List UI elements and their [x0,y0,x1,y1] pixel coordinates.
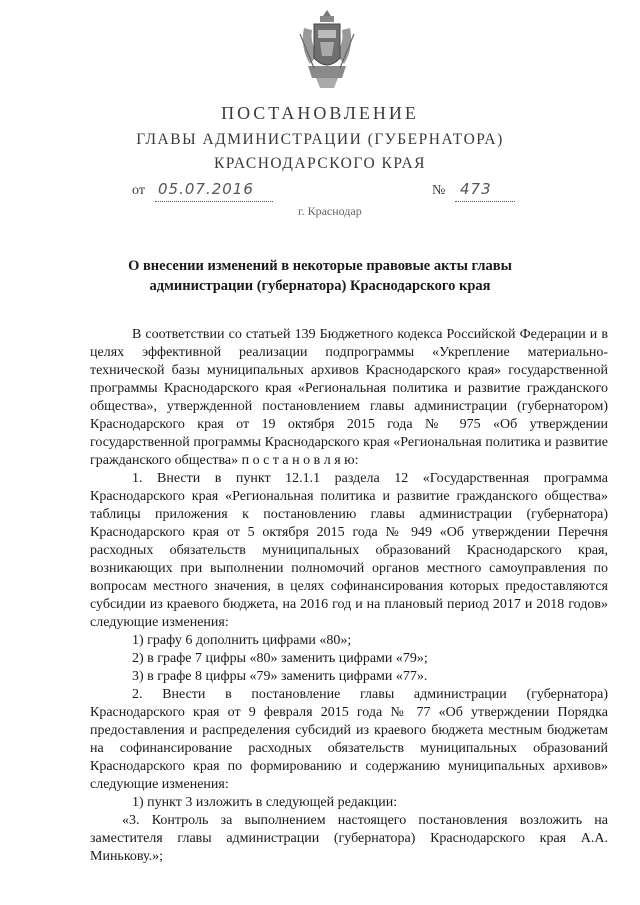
paragraph-preamble: В соответствии со статьей 139 Бюджетного кодекса Российской Федерации и в целях эффективной реализации подпрограммы «Укрепление материально-технической базы муниципальных архивов Краснодарского края» государственной программы Краснодарского края «Региональная политика и развитие гражданского общества», утвержденной постановлением главы администрации (губернатором) Краснодарского края от 19 октября 2015 года № 975 «Об утверждении государственной программы Краснодарского края «Региональная политика и развитие гражданского общества» п о с т а н о в л я ю: [90,327,608,468]
paragraph-subitem-2-1: 1) пункт 3 изложить в следующей редакции: [132,795,398,810]
date-underline [155,201,273,202]
number-prefix: № [432,183,446,198]
heading-line-1: О внесении изменений в некоторые правовые акты главы [128,258,512,274]
document-title: ПОСТАНОВЛЕНИЕ [221,103,419,123]
document-heading [90,256,550,296]
document-body [90,326,608,866]
paragraph-subitem-2: 2) в графе 7 цифры «80» заменить цифрами «79»; [132,651,428,666]
issuer-line-2: КРАСНОДАРСКОГО КРАЯ [213,155,427,172]
date-prefix: от [132,183,145,198]
coat-of-arms-emblem [296,8,358,92]
number-underline [455,201,515,202]
paragraph-subitem-3: 3) в графе 8 цифры «79» заменить цифрами «77». [132,669,428,684]
number-value: 473 [460,180,492,198]
paragraph-subitem-1: 1) графу 6 дополнить цифрами «80»; [132,633,352,648]
date-value: 05.07.2016 [158,180,254,198]
issuer-line-1: ГЛАВЫ АДМИНИСТРАЦИИ (ГУБЕРНАТОРА) [136,131,504,148]
city-label: г. Краснодар [298,204,362,218]
heading-line-2: администрации (губернатора) Краснодарского края [149,278,491,294]
paragraph-quote: «3. Контроль за выполнением настоящего постановления возложить на заместителя главы администрации (губернатора) Краснодарского края А.А. Минькову.»; [90,813,608,864]
paragraph-item-2: 2. Внести в постановление главы администрации (губернатора) Краснодарского края от 9 февраля 2015 года № 77 «Об утверждении Порядка предоставления и распределения субсидий из краевого бюджета местным бюджетам на софинансирование расходных обязательств муниципальных образований Краснодарского края по формированию и содержанию муниципальных архивов» следующие изменения: [90,687,608,792]
paragraph-item-1: 1. Внести в пункт 12.1.1 раздела 12 «Государственная программа Краснодарского края «Региональная политика и развитие гражданского общества» таблицы приложения к постановлению главы администрации (губернатора) Краснодарского края от 5 октября 2015 года № 949 «Об утверждении Перечня расходных обязательств муниципальных образований Краснодарского края, возникающих при выполнении полномочий органов местного самоуправления по вопросам местного значения, в целях софинансирования которых предоставляются субсидии из краевого бюджета, на 2016 год и на плановый период 2017 и 2018 годов» следующие изменения: [90,471,608,630]
